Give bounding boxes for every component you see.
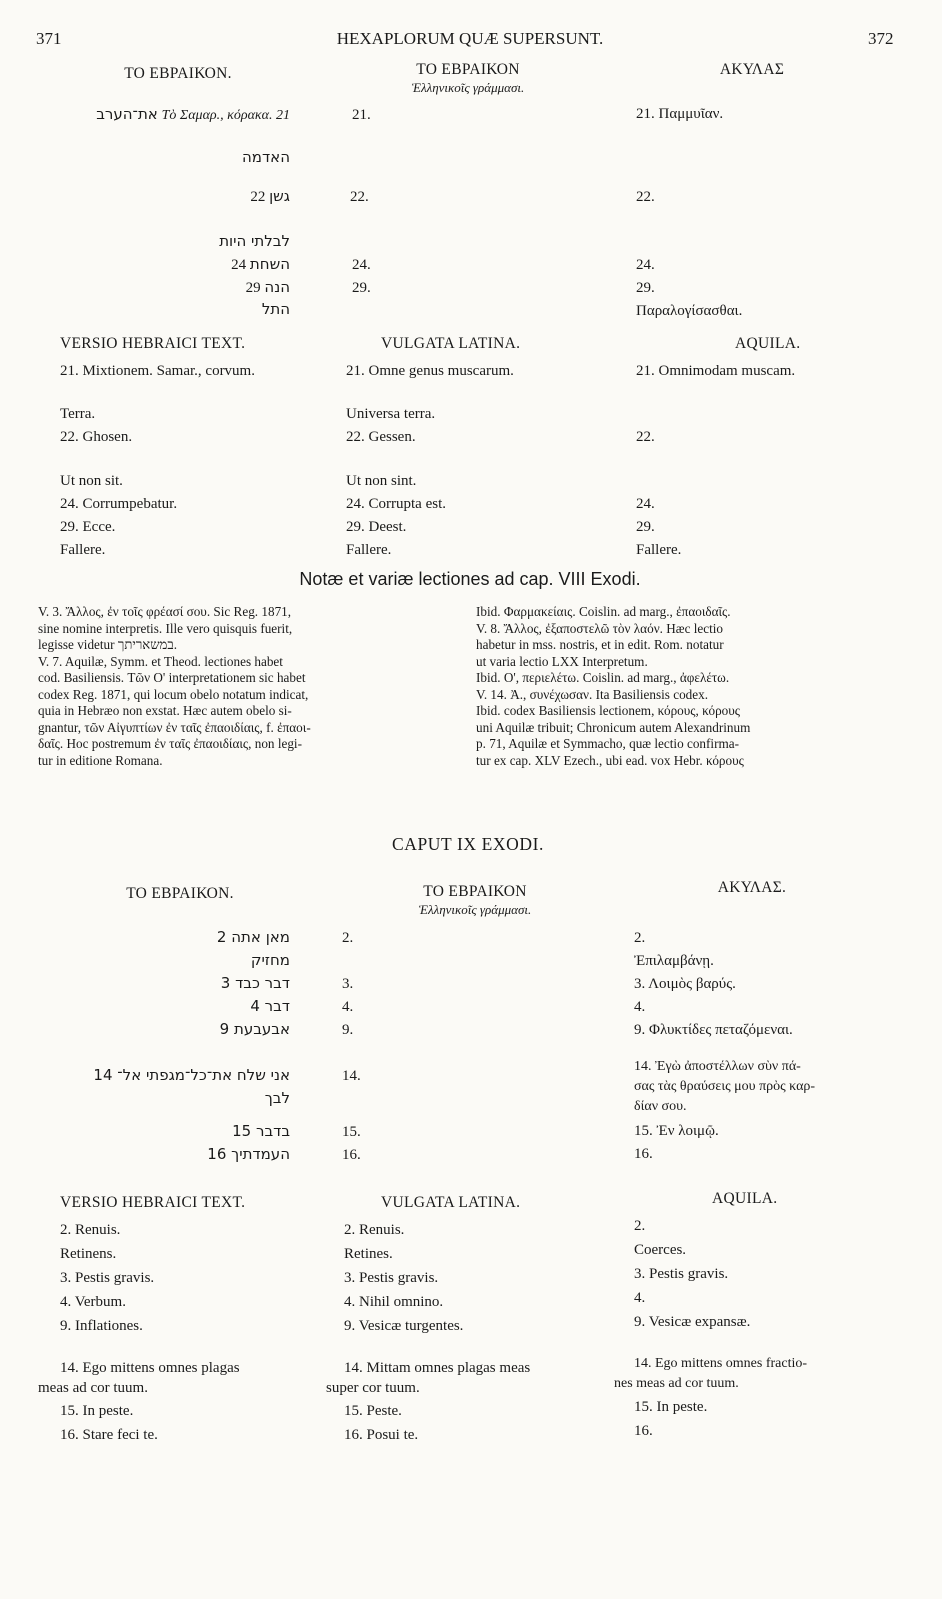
note-line: Ibid. Φαρμακείαις. Coislin. ad marg., ἐπαοιδαῖς. [476, 604, 731, 619]
col-header-aquila-latin: AQUILA. [712, 1190, 778, 1207]
hebrew-row: לבלתי היות [219, 232, 290, 250]
note-line: V. 3. Ἄλλος, ἐν τοῖς φρέασί σου. Sic Reg. 1871, [38, 604, 292, 619]
greek-row: 21. [352, 107, 371, 123]
aquila-latin-row: Coerces. [634, 1242, 687, 1258]
aquila-row: Παραλογίσασθαι. [636, 303, 743, 319]
greek-row: 24. [352, 257, 371, 273]
versio-row: 24. Corrumpebatur. [60, 496, 178, 512]
note-line: ut varia lectio LXX Interpretum. [476, 653, 648, 669]
col-header-aquila-latin: AQUILA. [735, 335, 801, 352]
hebrew-row: הנה 29 [245, 278, 290, 296]
greek-row: 29. [352, 280, 371, 296]
hebrew-row: גשן 22 [250, 187, 290, 205]
aquila-row: 4. [634, 999, 646, 1015]
vulgata-row: 22. Gessen. [346, 429, 416, 445]
hebrew-row: דבר 4 [250, 997, 290, 1015]
greek-row: 22. [350, 189, 369, 205]
aquila-row: 22. [636, 189, 655, 205]
versio-row: 15. In peste. [60, 1403, 134, 1419]
greek-row: 9. [342, 1022, 354, 1038]
note-line: p. 71, Aquilæ et Symmacho, quæ lectio confirma- [476, 736, 739, 751]
hebrew-row: השחת 24 [231, 255, 290, 273]
aquila-row: 29. [636, 280, 655, 296]
vulgata-row: 9. Vesicæ turgentes. [344, 1318, 464, 1334]
aquila-latin-row: 22. [636, 429, 655, 445]
aquila-latin-row: 29. [636, 519, 655, 535]
hebrew-row: דבר כבד 3 [220, 974, 290, 992]
note-line: tur in editione Romana. [38, 752, 163, 768]
note-line: V. 8. Ἄλλος, ἐξαποστελῶ τὸν λαόν. Hæc lectio [476, 620, 724, 636]
versio-row: 29. Ecce. [60, 519, 116, 535]
aquila-row: 21. Παμμυῖαν. [636, 106, 724, 122]
vulgata-row: 29. Deest. [346, 519, 407, 535]
hebrew-row: בדבר 15 [232, 1122, 290, 1140]
col-header-hebrew: ΤΟ ΕΒΡΑΙΚΟΝ. [124, 65, 232, 82]
page-number-left: 371 [36, 29, 62, 48]
col-header-aquila: ΑΚΥΛΑΣ [719, 61, 785, 78]
aquila-row: 14. Ἐγὼ ἀποστέλλων σὺν πά- [634, 1059, 801, 1074]
versio-row: 22. Ghosen. [60, 429, 133, 445]
vulgata-row: 14. Mittam omnes plagas meas [344, 1360, 531, 1376]
vulgata-row: Universa terra. [346, 406, 436, 422]
aquila-row: 16. [634, 1146, 653, 1162]
vulgata-row: 3. Pestis gravis. [344, 1270, 439, 1286]
aquila-latin-row: 2. [634, 1218, 646, 1234]
aquila-row: 15. Ἐν λοιμῷ. [634, 1123, 719, 1139]
col-header-greek-sub: Ἑλληνικοῖς γράμμασι. [418, 902, 532, 917]
aquila-row: 3. Λοιμὸς βαρύς. [634, 976, 736, 992]
hebrew-row: את־הערב Τὸ Σαμαρ., κόρακα. 21 [96, 105, 290, 123]
vulgata-row: 4. Nihil omnino. [344, 1294, 444, 1310]
versio-row: Ut non sit. [60, 473, 123, 489]
col-header-versio: VERSIO HEBRAICI TEXT. [60, 335, 246, 352]
versio-row: 3. Pestis gravis. [60, 1270, 155, 1286]
page-number-right: 372 [868, 29, 894, 48]
note-line: V. 7. Aquilæ, Symm. et Theod. lectiones habet [38, 653, 283, 669]
vulgata-row: Fallere. [346, 542, 392, 558]
aquila-row: δίαν σου. [634, 1099, 687, 1114]
vulgata-row: 16. Posui te. [344, 1427, 419, 1443]
aquila-latin-row: 15. In peste. [634, 1399, 708, 1415]
note-line: habetur in mss. nostris, et in edit. Rom. notatur [476, 637, 724, 652]
versio-row: Fallere. [60, 542, 106, 558]
aquila-row: 9. Φλυκτίδες πεταζόμεναι. [634, 1022, 793, 1038]
versio-row: 16. Stare feci te. [60, 1427, 158, 1443]
versio-row: 2. Renuis. [60, 1222, 121, 1238]
aquila-latin-row: 3. Pestis gravis. [634, 1266, 729, 1282]
versio-row: Terra. [60, 406, 96, 422]
note-line: gnantur, τῶν Αἰγυπτίων ἐν ταῖς ἐπαοιδίαις, f. ἐπαοι- [38, 719, 311, 735]
vulgata-row: Retines. [344, 1246, 393, 1262]
greek-row: 15. [342, 1124, 361, 1140]
col-header-greek: ΤΟ ΕΒΡΑΙΚΟΝ [416, 61, 520, 78]
hebrew-row: האדמה [241, 148, 290, 166]
hebrew-row: התל [261, 300, 290, 318]
col-header-versio: VERSIO HEBRAICI TEXT. [60, 1194, 246, 1211]
greek-row: 16. [342, 1147, 361, 1163]
caput-title: CAPUT IX EXODI. [391, 834, 545, 854]
notes-left-column [38, 604, 311, 769]
vulgata-row: 2. Renuis. [344, 1222, 405, 1238]
col-header-aquila: ΑΚΥΛΑΣ. [717, 879, 787, 896]
running-title: HEXAPLORUM QUÆ SUPERSUNT. [336, 29, 604, 48]
greek-row: 14. [342, 1068, 361, 1084]
col-header-vulgata: VULGATA LATINA. [381, 335, 521, 352]
note-line: legisse videtur במשאריתך. [38, 637, 178, 652]
col-header-greek-sub: Ἑλληνικοῖς γράμμασι. [411, 80, 525, 95]
vulgata-row: 15. Peste. [344, 1403, 402, 1419]
versio-row: 4. Verbum. [60, 1294, 126, 1310]
aquila-latin-row: 14. Ego mittens omnes fractio- [634, 1356, 808, 1371]
hebrew-row: מאן אתה 2 [216, 928, 290, 946]
hebrew-row: העמדתיך 16 [207, 1145, 290, 1163]
notes-title: Notæ et variæ lectiones ad cap. VIII Exodi. [299, 569, 641, 589]
col-header-greek: ΤΟ ΕΒΡΑΙΚΟΝ [423, 883, 527, 900]
greek-row: 3. [342, 976, 354, 992]
greek-row: 4. [342, 999, 354, 1015]
aquila-latin-row: 4. [634, 1290, 646, 1306]
aquila-row: Ἐπιλαμβάνῃ. [634, 953, 714, 969]
hebrew-row: אני שלח את־כל־מגפתי אל־ 14 [93, 1066, 290, 1084]
note-line: sine nomine interpretis. Ille vero quisquis fuerit, [38, 620, 293, 636]
versio-row: 9. Inflationes. [60, 1318, 143, 1334]
versio-row: 14. Ego mittens omnes plagas [60, 1360, 240, 1376]
note-line: tur ex cap. XLV Ezech., ubi ead. vox Hebr. κόρους [476, 752, 744, 768]
hebrew-row: אבעבעת 9 [219, 1020, 290, 1038]
vulgata-row: Ut non sint. [346, 473, 417, 489]
col-header-hebrew: ΤΟ ΕΒΡΑΙΚΟΝ. [126, 885, 234, 902]
note-line: uni Aquilæ tribuit; Chronicum autem Alexandrinum [476, 719, 751, 735]
versio-row: meas ad cor tuum. [38, 1380, 148, 1396]
col-header-vulgata: VULGATA LATINA. [381, 1194, 521, 1211]
aquila-latin-row: 16. [634, 1423, 653, 1439]
hebrew-row: לבך [264, 1089, 290, 1107]
note-line: Ibid. codex Basiliensis lectionem, κόρους, κόρους [476, 703, 741, 718]
aquila-latin-row: 24. [636, 496, 655, 512]
aquila-latin-row: 21. Omnimodam muscam. [636, 363, 796, 379]
aquila-latin-row: nes meas ad cor tuum. [614, 1376, 739, 1391]
vulgata-row: 24. Corrupta est. [346, 496, 446, 512]
versio-row: 21. Mixtionem. Samar., corvum. [60, 363, 255, 379]
note-line: codex Reg. 1871, qui locum obelo notatum indicat, [38, 686, 309, 702]
note-line: Ibid. Ο', περιελέτω. Coislin. ad marg., ἀφελέτω. [476, 670, 730, 685]
note-line: δαῖς. Hoc postremum ἐν ταῖς ἐπαοιδίαις, non legi- [38, 736, 302, 751]
versio-row: Retinens. [60, 1246, 117, 1262]
aquila-latin-row: Fallere. [636, 542, 682, 558]
note-line: quia in Hebræo non exstat. Hæc autem obelo si- [38, 703, 292, 718]
note-line: cod. Basiliensis. Τῶν Ο' interpretationem sic habet [38, 670, 306, 685]
hebrew-row: מחזיק [250, 951, 290, 969]
vulgata-row: super cor tuum. [326, 1380, 420, 1396]
aquila-row: 2. [634, 930, 646, 946]
vulgata-row: 21. Omne genus muscarum. [346, 363, 514, 379]
aquila-row: σας τὰς θραύσεις μου πρὸς καρ- [634, 1079, 816, 1094]
note-line: V. 14. Ἀ., συνέχωσαν. Ita Basiliensis codex. [476, 686, 709, 702]
notes-right-column [476, 604, 750, 769]
aquila-row: 24. [636, 257, 655, 273]
greek-row: 2. [342, 930, 354, 946]
aquila-latin-row: 9. Vesicæ expansæ. [634, 1314, 751, 1330]
